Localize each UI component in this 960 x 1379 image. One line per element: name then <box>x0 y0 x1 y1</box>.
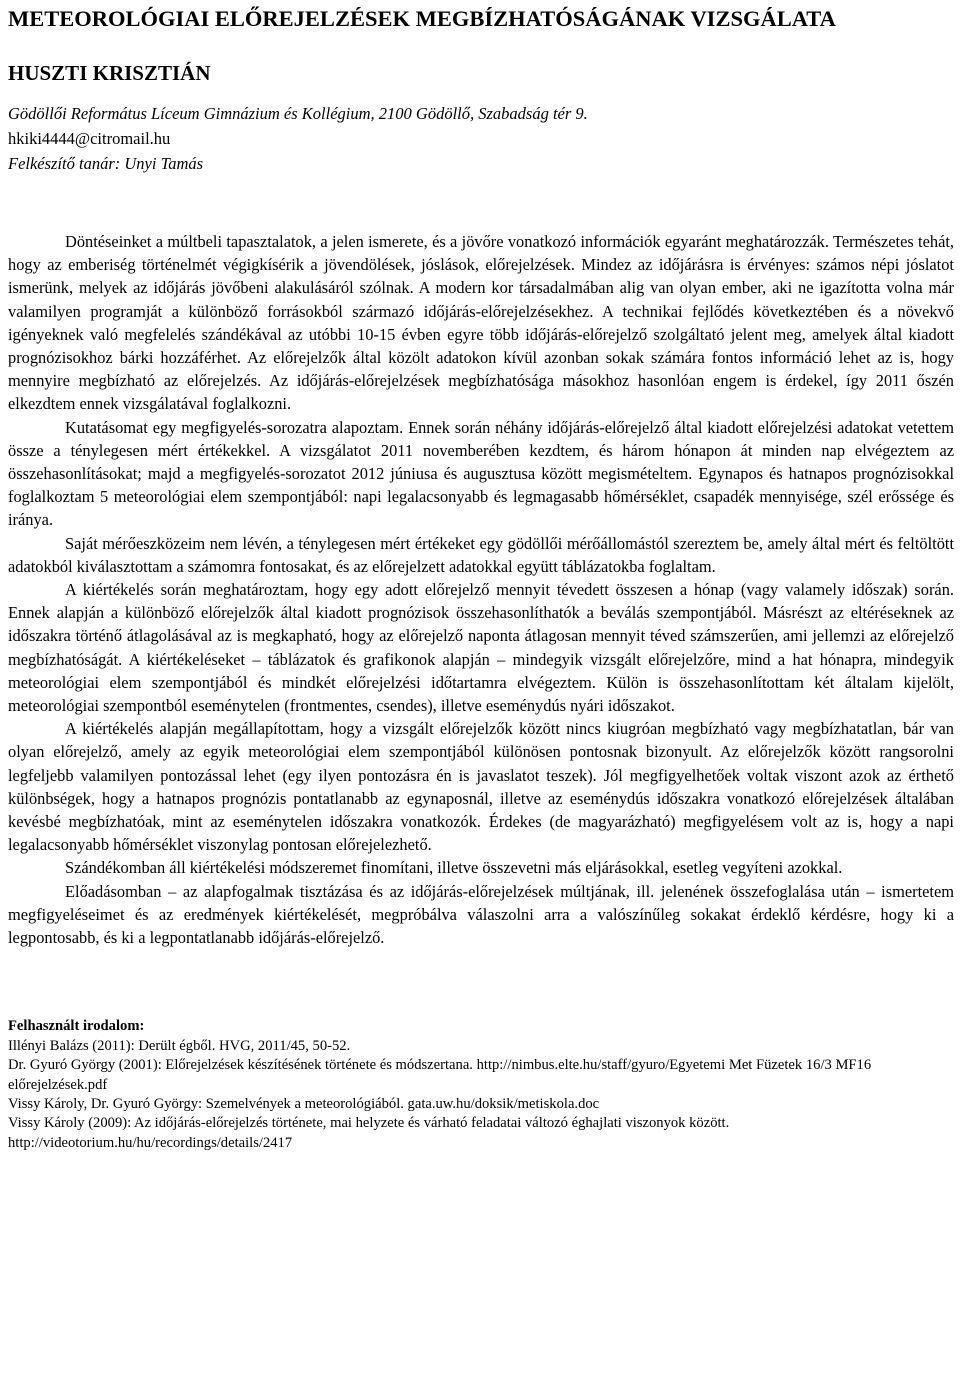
document-page <box>8 4 954 1153</box>
abstract-body <box>8 230 954 949</box>
paragraph: Előadásomban – az alapfogalmak tisztázása és az időjárás-előrejelzések múltjának, ill. jelenének összefoglalása után – ismertetem megfigyeléseimet és az eredmények kiértékelését, megpróbálva válaszolni arra a valószínűleg sokakat érdeklő kérdésre, hogy ki a legpontosabb, és ki a legpontatlanabb időjárás-előrejelző. <box>8 881 954 948</box>
paper-title: METEOROLÓGIAI ELŐREJELZÉSEK MEGBÍZHATÓSÁGÁNAK VIZSGÁLATA <box>8 6 836 31</box>
paragraph: Döntéseinket a múltbeli tapasztalatok, a jelen ismerete, és a jövőre vonatkozó információk egyaránt meghatározzák. Természetes tehát, hogy az emberiség történelmét végigkísérik a jövendölések, jóslások, előrejelzések. Mindez az időjárásra is érvényes: számos népi jóslatot ismerünk, melyek az időjárás jövőbeni alakulásáról szólnak. A modern kor társadalmában alig van olyan ember, aki ne igazította volna már valamilyen programját a különböző forrásokból származó időjárás-előrejelzésekhez. A technikai fejlődés következtében és a növekvő igényeknek való megfelelés szándékával az utóbbi 10-15 évben egyre több időjárás-előrejelző szolgáltató jelent meg, amelyek által kiadott prognózisokhoz bárki hozzáférhet. Az előrejelzők által közölt adatokon kívül azonban sokak számára fontos információ lehet az is, hogy mennyire megbízható az előrejelzés. Az időjárás-előrejelzések megbízhatósága másokhoz hasonlóan engem is érdekel, így 2011 őszén elkezdtem ennek vizsgálatával foglalkozni. <box>8 232 954 414</box>
supervisor: Felkészítő tanár: Unyi Tamás <box>8 154 204 173</box>
reference-list <box>8 1037 954 1153</box>
author-info <box>8 101 954 176</box>
author-name: HUSZTI KRISZTIÁN <box>8 61 211 85</box>
paragraph: Kutatásomat egy megfigyelés-sorozatra alapoztam. Ennek során néhány időjárás-előrejelző által kiadott előrejelzési adatokat vetettem össze a ténylegesen mért értékekkel. A vizsgálatot 2011 novemberében kezdtem, és három hónapon át minden nap elvégeztem az összehasonlításokat; majd a megfigyelés-sorozatot 2012 júniusa és augusztusa között megismételtem. Egynapos és hatnapos prognózisokkal foglalkoztam 5 meteorológiai elem szempontjából: napi legalacsonyabb és legmagasabb hőmérséklet, csapadék mennyisége, szél erőssége és iránya. <box>8 417 954 530</box>
author-email: hkiki4444@citromail.hu <box>8 129 171 148</box>
paragraph: A kiértékelés alapján megállapítottam, hogy a vizsgált előrejelzők között nincs kiugróan megbízható vagy megbízhatatlan, bár van olyan előrejelző, amely az egyik meteorológiai elem szempontjából különösen pontosnak bizonyult. Az előrejelzők között rangsorolni legfeljebb valamilyen pontozással lehet (egy ilyen pontozásra én is javaslatot teszek). Jól megfigyelhetőek voltak viszont azok az érthető különbségek, hogy a hatnapos prognózis pontatlanabb az egynaposnál, illetve az eseménydús időszakra vonatkozó előrejelzések általában kevésbé megbízhatóak, mint az eseménytelen időszakra vonatkozók. Érdekes (de magyarázható) megfigyelésem volt az is, hogy a napi legalacsonyabb hőmérséklet viszonylag pontosan előrejelezhető. <box>8 719 954 855</box>
paragraph: A kiértékelés során meghatároztam, hogy egy adott előrejelző mennyit tévedett összesen a hónap (vagy valamely időszak) során. Ennek alapján a különböző előrejelzők által kiadott prognózisok összehasonlíthatók a beválás szempontjából. Másrészt az eltéréseknek az időszakra történő átlagolásával az is megkapható, hogy az előrejelző naponta átlagosan mennyit téved számszerűen, ami jellemzi az előrejelző megbízhatóságát. A kiértékeléseket – táblázatok és grafikonok alapján – mindegyik vizsgált előrejelzőre, mind a hat hónapra, mindegyik meteorológiai elem szempontjából és mindkét előrejelzési időtartamra elvégeztem. Külön is összehasonlítottam két általam kijelölt, meteorológiai szempontból eseménytelen (frontmentes, csendes), illetve eseménydús nyári időszakot. <box>8 580 954 716</box>
reference-item: Dr. Gyuró György (2001): Előrejelzések készítésének története és módszertana. http://nimbus.elte.hu/staff/gyuro/Egyetemi Met Füzetek 16/3 MF16 előrejelzések.pdf <box>8 1057 872 1093</box>
affiliation: Gödöllői Református Líceum Gimnázium és Kollégium, 2100 Gödöllő, Szabadság tér 9. <box>8 104 588 123</box>
reference-item: Vissy Károly (2009): Az időjárás-előrejelzés története, mai helyzete és várható feladatai változó éghajlati viszonyok között. http://videotorium.hu/hu/recordings/details/2417 <box>8 1115 730 1151</box>
paragraph: Szándékomban áll kiértékelési módszeremet finomítani, illetve összevetni más eljárásokkal, esetleg vegyíteni azokkal. <box>65 858 843 878</box>
reference-item: Illényi Balázs (2011): Derült égből. HVG, 2011/45, 50-52. <box>8 1037 351 1054</box>
references-section <box>8 1017 954 1153</box>
references-heading: Felhasznált irodalom: <box>8 1018 145 1035</box>
reference-item: Vissy Károly, Dr. Gyuró György: Szemelvények a meteorológiából. gata.uw.hu/doksik/metiskola.doc <box>8 1095 600 1112</box>
paragraph: Saját mérőeszközeim nem lévén, a ténylegesen mért értékeket egy gödöllői mérőállomástól szereztem be, amely által mért és feltöltött adatokból kiválasztottam a számomra fontosakat, és az előrejelzett adatokkal együtt táblázatokba foglaltam. <box>8 533 954 576</box>
